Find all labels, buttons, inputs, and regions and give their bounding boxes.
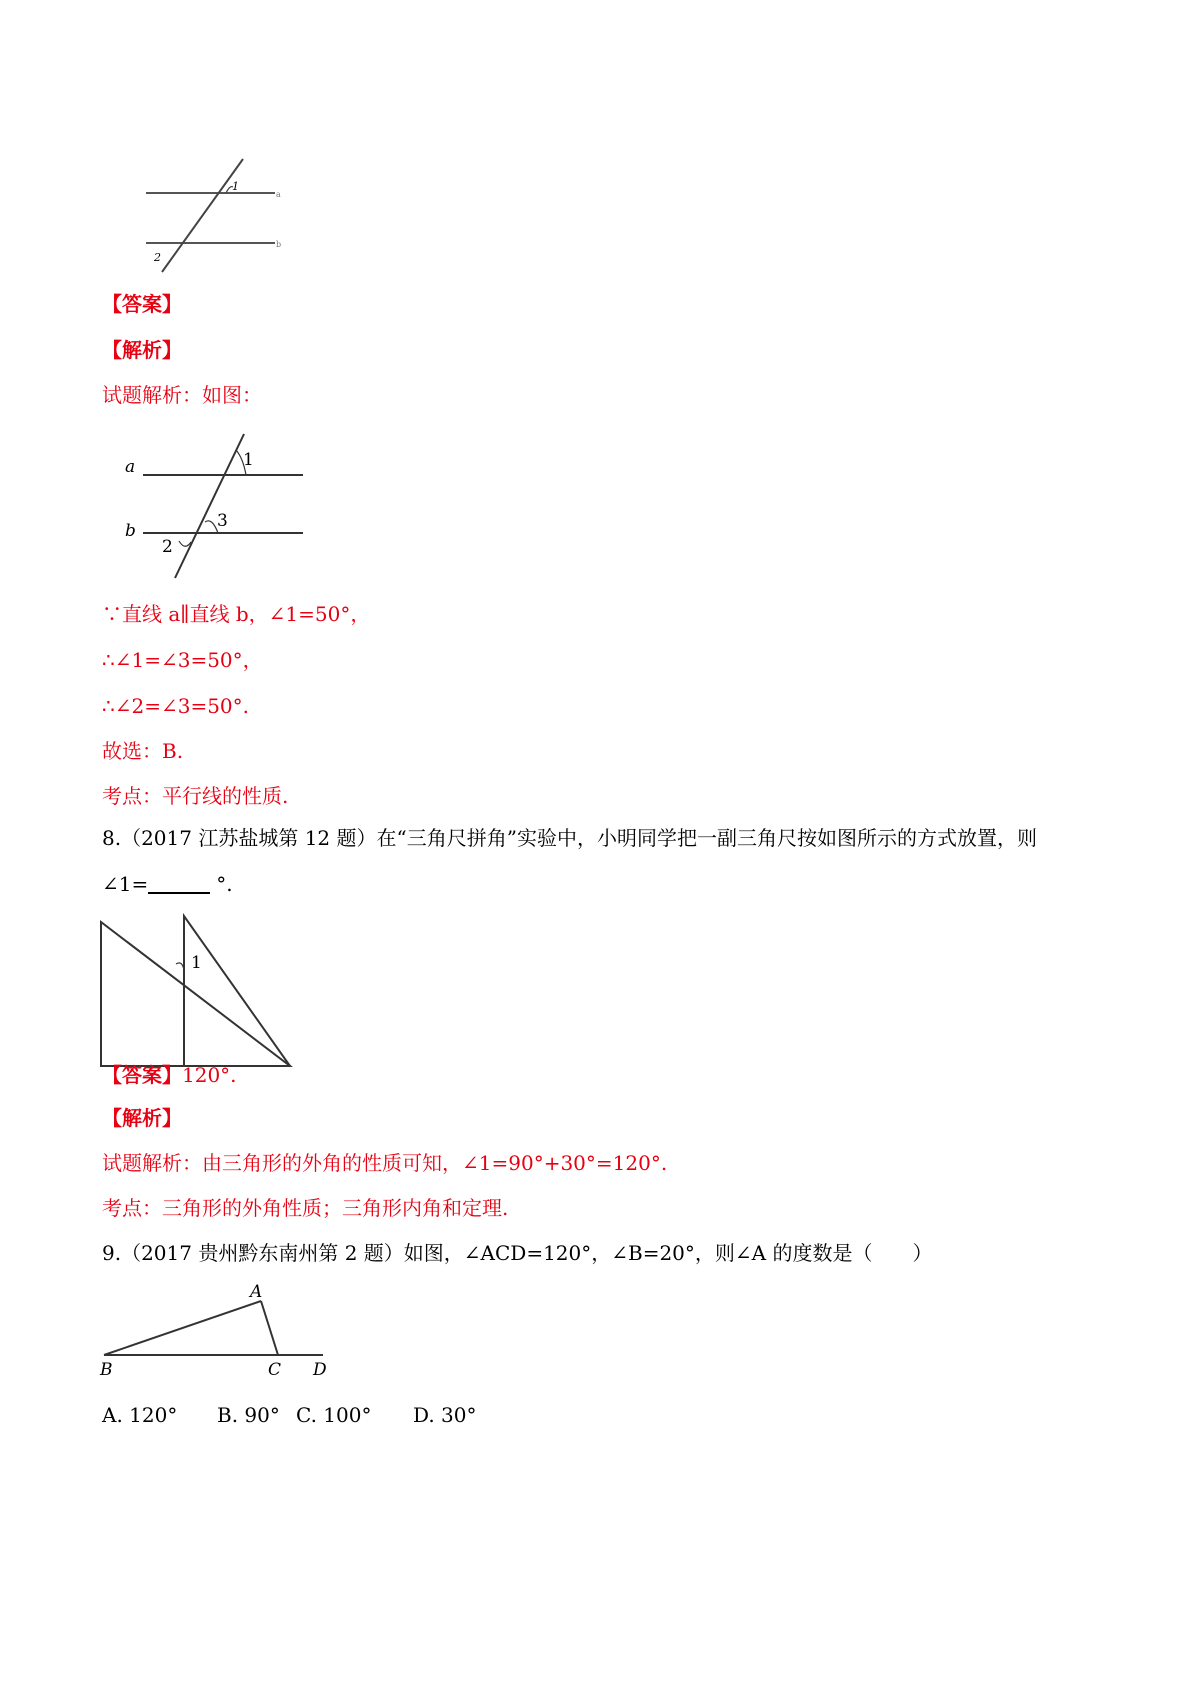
q9-question: 9.（2017 贵州黔东南州第 2 题）如图，∠ACD=120°，∠B=20°，则∠A 的度数是（ ）: [102, 1241, 933, 1265]
q7-step-2: ∴∠1=∠3=50°，: [102, 648, 263, 672]
q7-choice: 故选：B.: [102, 739, 184, 763]
q9-option-d: D. 30°: [413, 1403, 477, 1427]
line-b-label: b: [276, 240, 282, 249]
q8-answer-blank: [148, 872, 210, 894]
parallel-lines-figure-top: [140, 155, 300, 280]
vertex-A-label: A: [250, 1282, 263, 1302]
angle-3-label: 3: [217, 511, 228, 531]
angle-1-label: 1: [232, 180, 239, 193]
q9-option-a: A. 120°: [102, 1403, 178, 1427]
q8-analysis: 试题解析：由三角形的外角的性质可知，∠1=90°+30°=120°.: [102, 1151, 668, 1175]
angle-2-label: 2: [162, 537, 173, 557]
q7-point: 考点：平行线的性质.: [102, 784, 289, 808]
q7-analysis-tag: 【解析】: [102, 338, 182, 362]
q8-question-suffix: °.: [216, 872, 233, 896]
angle-1-label: 1: [191, 953, 202, 973]
triangle-rulers-figure: [98, 912, 298, 1070]
vertex-B-label: B: [100, 1360, 113, 1378]
q8-answer-value: 120°.: [182, 1063, 237, 1087]
vertex-D-label: D: [313, 1360, 327, 1378]
q8-question-prefix: ∠1=: [102, 872, 149, 896]
triangle-abc-figure: [98, 1278, 338, 1378]
q7-step-3: ∴∠2=∠3=50°.: [102, 694, 250, 718]
vertex-C-label: C: [268, 1360, 282, 1378]
q7-step-1: ∵直线 a∥直线 b，∠1=50°，: [102, 602, 371, 626]
q8-answer-tag: 【答案】: [102, 1063, 182, 1087]
parallel-lines-figure-solution: [115, 430, 315, 580]
line-a-label: a: [125, 457, 136, 477]
q7-analysis-intro: 试题解析：如图：: [102, 383, 262, 407]
angle-2-label: 2: [154, 251, 161, 264]
q8-analysis-tag: 【解析】: [102, 1106, 182, 1130]
line-a-label: a: [276, 190, 281, 199]
angle-1-label: 1: [243, 450, 254, 470]
q8-question-line-2: [102, 872, 233, 896]
q8-question-line-1: 8.（2017 江苏盐城第 12 题）在“三角尺拼角”实验中，小明同学把一副三角尺按如图所示的方式放置，则: [102, 826, 1037, 850]
q8-point: 考点：三角形的外角性质；三角形内角和定理.: [102, 1196, 509, 1220]
q9-option-b: B. 90°: [217, 1403, 280, 1427]
line-b-label: b: [125, 521, 136, 541]
q7-answer-tag: 【答案】: [102, 292, 182, 316]
q9-option-c: C. 100°: [296, 1403, 372, 1427]
q8-answer: [102, 1063, 237, 1087]
